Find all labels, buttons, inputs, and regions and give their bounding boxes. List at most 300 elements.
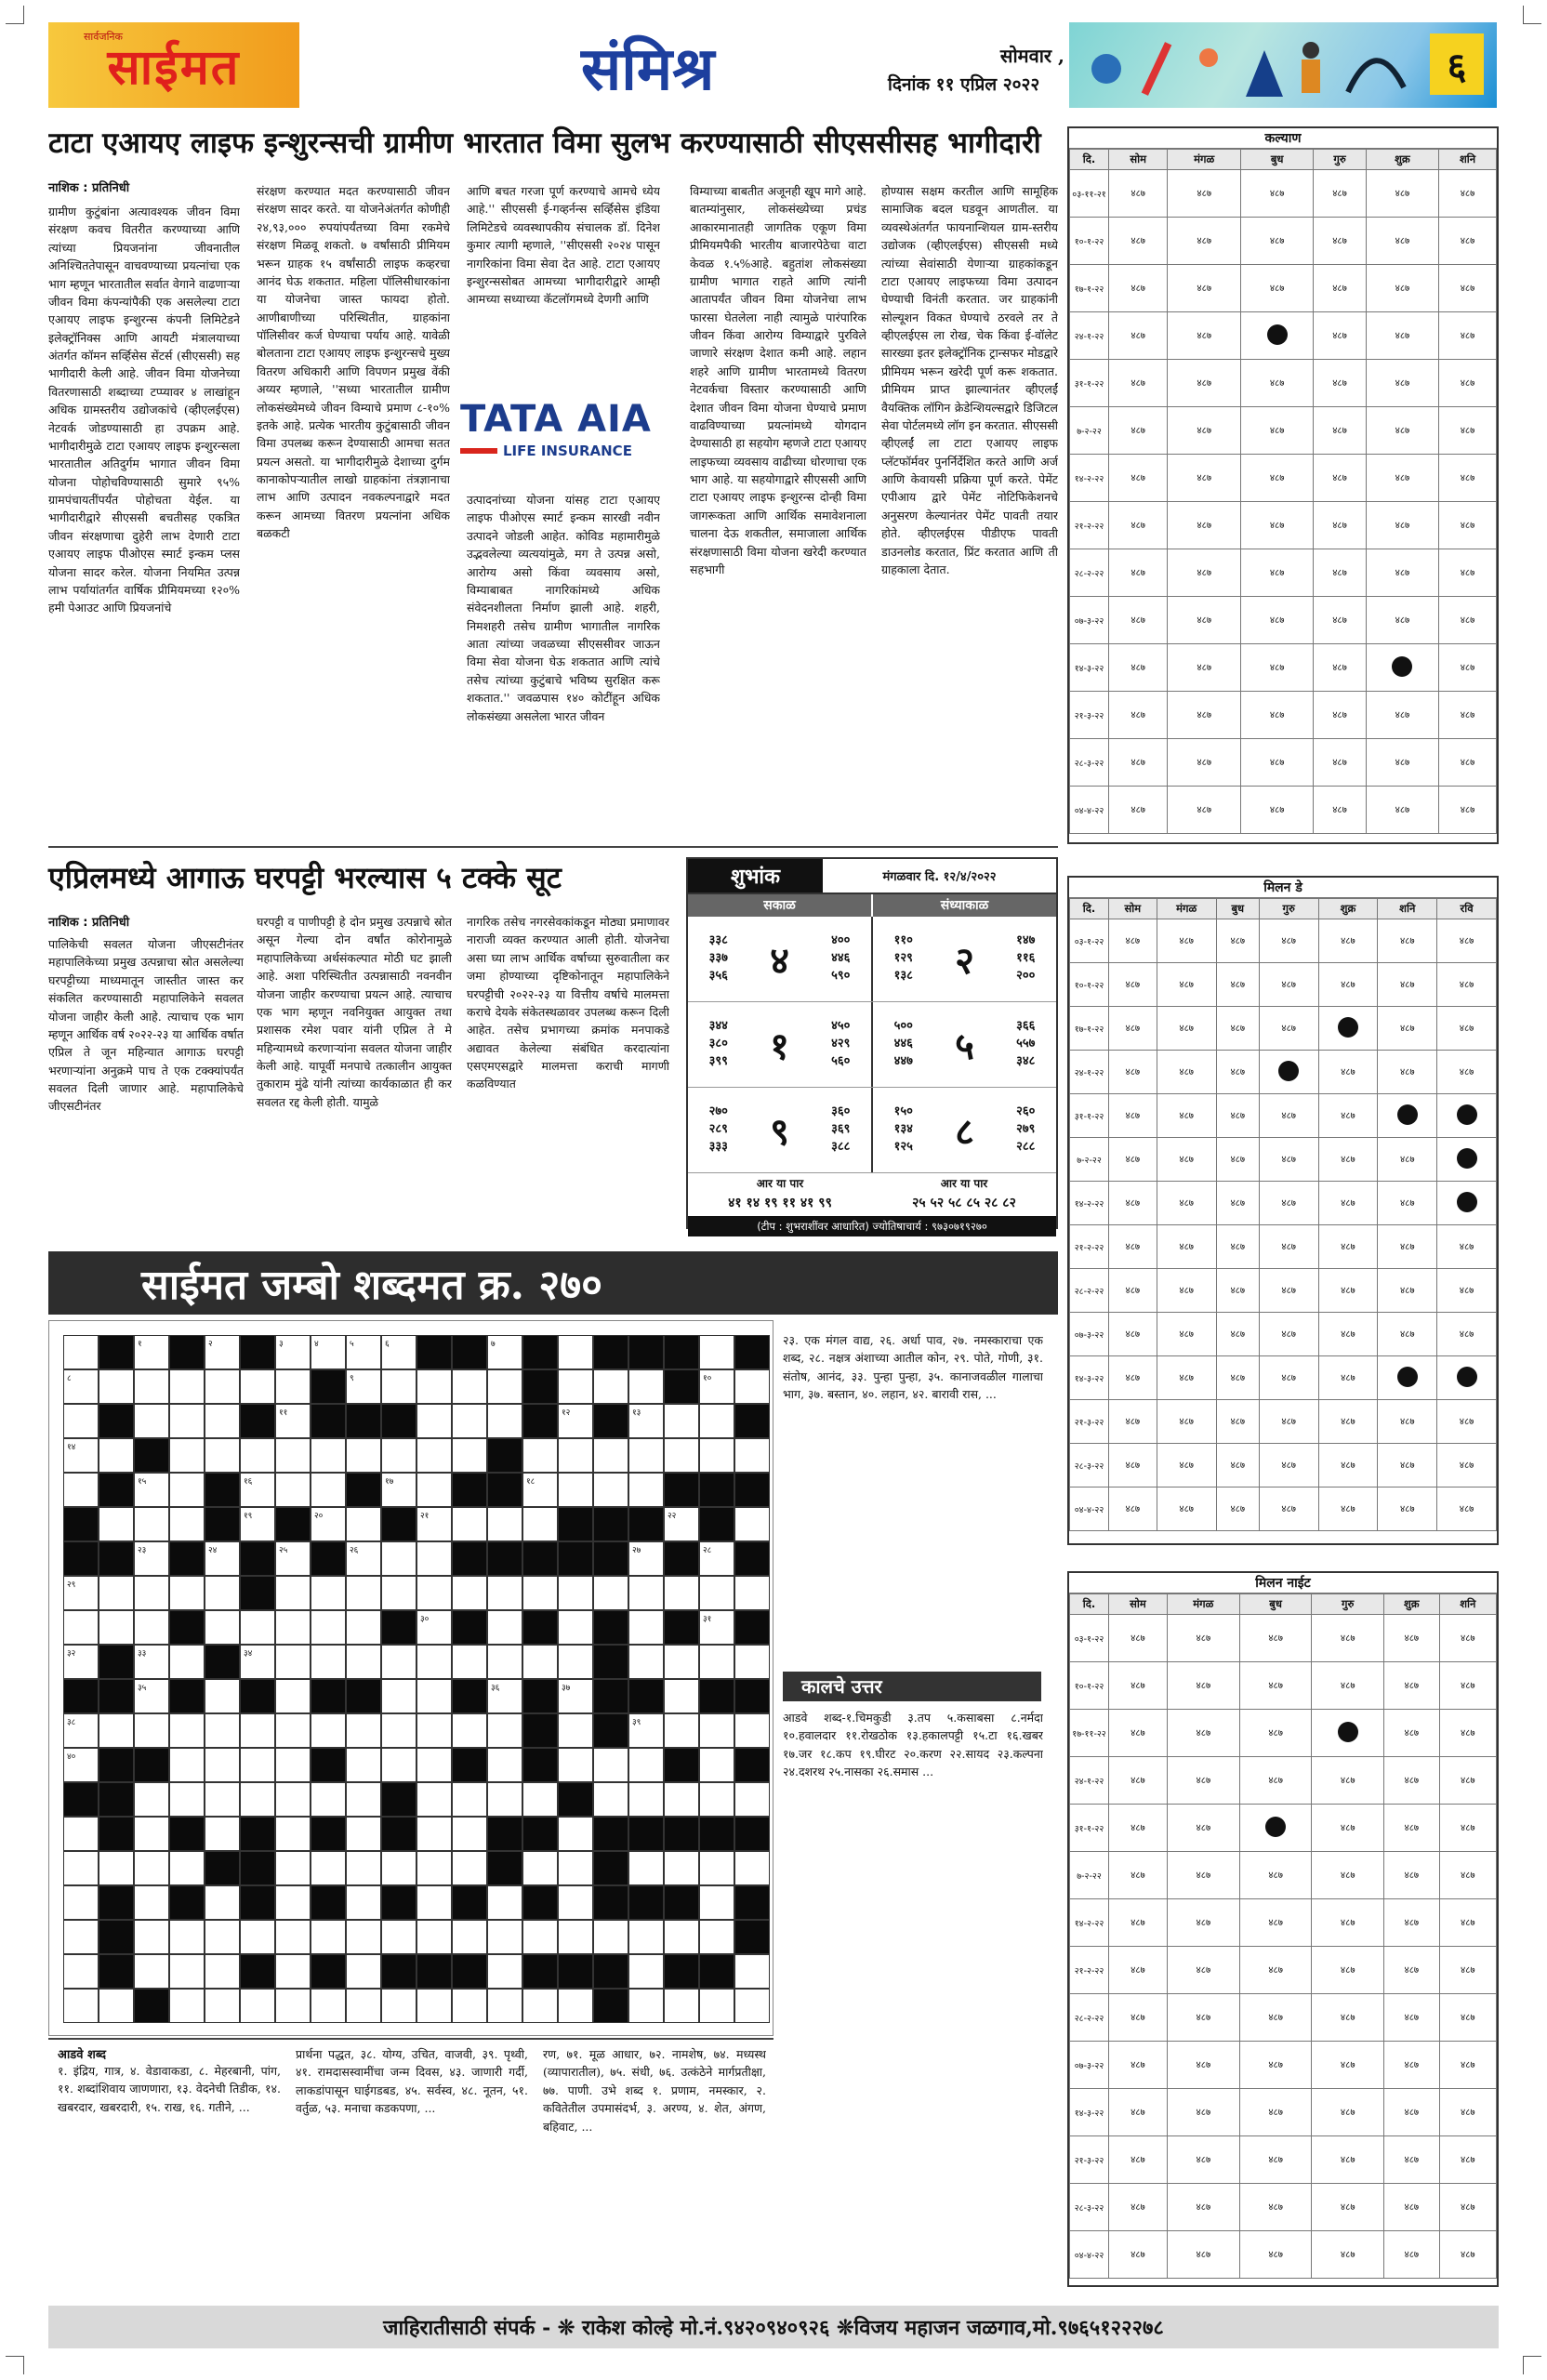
crossword-cell[interactable] [734, 1989, 770, 2023]
crossword-cell[interactable] [452, 1576, 487, 1610]
crossword-cell[interactable] [169, 1748, 205, 1782]
shubhank-row [688, 1002, 1056, 1088]
crossword-cell[interactable] [134, 1404, 169, 1438]
crossword-cell[interactable] [452, 1369, 487, 1404]
crossword-cell[interactable] [346, 1610, 381, 1645]
crossword-cell[interactable] [487, 1369, 522, 1404]
crossword-cell[interactable] [99, 1851, 134, 1885]
crossword-cell[interactable] [134, 1851, 169, 1885]
crossword-cell[interactable] [558, 1817, 593, 1851]
crossword-cell[interactable] [381, 1920, 416, 1954]
crossword-cell[interactable] [558, 1369, 593, 1404]
crossword-cell [593, 1507, 628, 1541]
crossword-cell[interactable] [416, 1473, 452, 1507]
shubhank-morning-cell [688, 1088, 873, 1172]
crossword-cell[interactable] [734, 1576, 770, 1610]
crossword-cell[interactable] [452, 1851, 487, 1885]
crossword-cell[interactable] [664, 1920, 699, 1954]
crossword-cell[interactable] [593, 1920, 628, 1954]
crossword-cell[interactable] [416, 1713, 452, 1748]
crossword-cell[interactable] [381, 1748, 416, 1782]
crossword-cell[interactable] [205, 1989, 240, 2023]
crossword-cell[interactable] [275, 1954, 311, 1989]
crossword-cell[interactable] [628, 1954, 664, 1989]
crossword-cell[interactable] [134, 1679, 169, 1713]
crossword-cell[interactable] [63, 1989, 99, 2023]
chart-value: ४८७ [1461, 1775, 1475, 1786]
crossword-cell[interactable] [240, 1748, 275, 1782]
crossword-cell[interactable] [628, 1576, 664, 1610]
crossword-cell[interactable] [628, 1782, 664, 1817]
crossword-cell[interactable] [558, 1679, 593, 1713]
crossword-cell[interactable] [452, 1782, 487, 1817]
chart-row [1070, 1400, 1497, 1444]
crossword-cell[interactable] [169, 1645, 205, 1679]
crossword-cell[interactable] [558, 1404, 593, 1438]
crossword-cell[interactable] [240, 1782, 275, 1817]
filled-circle-icon [1392, 656, 1412, 677]
crossword-cell[interactable] [558, 1748, 593, 1782]
crossword-cell[interactable] [205, 1817, 240, 1851]
crossword-cell[interactable] [416, 1748, 452, 1782]
crossword-cell[interactable] [699, 1713, 734, 1748]
crossword-cell[interactable] [628, 1369, 664, 1404]
crossword-cell[interactable] [522, 1576, 558, 1610]
crossword-cell[interactable] [664, 1507, 699, 1541]
crossword-cell[interactable] [275, 1404, 311, 1438]
crossword-cell[interactable] [134, 1920, 169, 1954]
crossword-cell[interactable] [275, 1920, 311, 1954]
crossword-cell[interactable] [558, 1610, 593, 1645]
crossword-cell[interactable] [63, 1851, 99, 1885]
crossword-cell[interactable] [664, 1438, 699, 1473]
crossword-cell[interactable] [593, 1748, 628, 1782]
crossword-cell[interactable] [487, 1748, 522, 1782]
crossword-cell[interactable] [99, 1610, 134, 1645]
crossword-cell[interactable] [664, 1645, 699, 1679]
crossword-cell[interactable] [699, 1610, 734, 1645]
crossword-cell[interactable] [558, 1645, 593, 1679]
crossword-cell[interactable] [381, 1369, 416, 1404]
crossword-cell[interactable] [452, 1507, 487, 1541]
crossword-cell[interactable] [63, 1954, 99, 1989]
crossword-cell[interactable] [522, 1920, 558, 1954]
crossword-cell[interactable] [275, 1369, 311, 1404]
crossword-cell[interactable] [240, 1610, 275, 1645]
crossword-cell[interactable] [416, 1404, 452, 1438]
shubhank-left-values [894, 932, 913, 985]
crossword-cell[interactable] [134, 1541, 169, 1576]
crossword-cell[interactable] [63, 1369, 99, 1404]
crossword-cell[interactable] [522, 1645, 558, 1679]
crossword-cell [522, 1369, 558, 1404]
crossword-cell[interactable] [346, 1369, 381, 1404]
crossword-cell[interactable] [522, 1438, 558, 1473]
crossword-cell[interactable] [275, 1713, 311, 1748]
crossword-cell[interactable] [487, 1610, 522, 1645]
crossword-cell[interactable] [275, 1679, 311, 1713]
crossword-cell[interactable] [416, 1507, 452, 1541]
crossword-cell[interactable] [346, 1713, 381, 1748]
crossword-cell[interactable] [346, 1335, 381, 1369]
crop-mark [1523, 2356, 1541, 2374]
crossword-cell[interactable] [275, 1817, 311, 1851]
crossword-cell[interactable] [205, 1748, 240, 1782]
crossword-cell[interactable] [664, 1851, 699, 1885]
crossword-cell[interactable] [311, 1335, 346, 1369]
crossword-cell[interactable] [699, 1920, 734, 1954]
crossword-cell[interactable] [169, 1851, 205, 1885]
crossword-cell[interactable] [522, 1473, 558, 1507]
crossword-cell[interactable] [628, 1748, 664, 1782]
crossword-cell[interactable] [628, 1989, 664, 2023]
crossword-cell[interactable] [452, 1645, 487, 1679]
crossword-cell[interactable] [346, 1989, 381, 2023]
crossword-cell[interactable] [346, 1507, 381, 1541]
crossword-cell[interactable] [346, 1576, 381, 1610]
crossword-cell[interactable] [275, 1748, 311, 1782]
crossword-cell[interactable] [381, 1473, 416, 1507]
crossword-cell[interactable] [522, 1851, 558, 1885]
shubhank-value: ४०० [831, 933, 851, 948]
crossword-cell[interactable] [381, 1576, 416, 1610]
crossword-cell[interactable] [558, 1438, 593, 1473]
crossword-cell[interactable] [487, 1989, 522, 2023]
crossword-cell[interactable] [169, 1438, 205, 1473]
crossword-cell[interactable] [134, 1713, 169, 1748]
crossword-cell[interactable] [275, 1335, 311, 1369]
crossword-cell[interactable] [699, 1576, 734, 1610]
crossword-cell[interactable] [311, 1610, 346, 1645]
chart-date-cell: २८-२-२२ [1070, 549, 1109, 597]
chart-value: ४८७ [1197, 615, 1212, 626]
shubhank-lucky-number: ४ [770, 939, 789, 983]
crossword-cell[interactable] [205, 1920, 240, 1954]
crossword-cell[interactable] [99, 1507, 134, 1541]
chart-value: ४८७ [1179, 1154, 1195, 1165]
chart-value: ४८७ [1395, 757, 1410, 768]
crossword-cell[interactable] [452, 1920, 487, 1954]
crossword-cell[interactable] [381, 1335, 416, 1369]
crossword-cell[interactable] [63, 1713, 99, 1748]
crossword-cell[interactable] [63, 1438, 99, 1473]
crossword-cell[interactable] [487, 1954, 522, 1989]
crossword-cell[interactable] [169, 1782, 205, 1817]
crossword-cell[interactable] [699, 1782, 734, 1817]
crossword-cell[interactable] [734, 1369, 770, 1404]
crossword-cell[interactable] [99, 1438, 134, 1473]
crossword-cell[interactable] [169, 1920, 205, 1954]
crossword-cell[interactable] [311, 1438, 346, 1473]
crossword-cell[interactable] [311, 1576, 346, 1610]
chart-value-cell [1312, 2042, 1384, 2089]
crossword-cell[interactable] [558, 1473, 593, 1507]
crossword-cell[interactable] [134, 1782, 169, 1817]
crossword-cell[interactable] [487, 1885, 522, 1920]
chart-value-cell [1259, 1356, 1318, 1400]
crossword-cell[interactable] [664, 1576, 699, 1610]
crossword-cell[interactable] [205, 1954, 240, 1989]
crossword-cell[interactable] [134, 1817, 169, 1851]
crossword-cell[interactable] [699, 1989, 734, 2023]
crossword-cell[interactable] [452, 1817, 487, 1851]
section-title: संमिश्र [581, 34, 715, 104]
crossword-cell[interactable] [134, 1369, 169, 1404]
crossword-cell[interactable] [734, 1645, 770, 1679]
crossword-cell[interactable] [311, 1473, 346, 1507]
crossword-cell[interactable] [311, 1713, 346, 1748]
crossword-cell[interactable] [487, 1645, 522, 1679]
crossword-cell[interactable] [628, 1610, 664, 1645]
crossword-cell[interactable] [134, 1954, 169, 1989]
crossword-cell[interactable] [487, 1507, 522, 1541]
crossword-cell[interactable] [63, 1576, 99, 1610]
crossword-cell[interactable] [381, 1989, 416, 2023]
crossword-cell[interactable] [628, 1920, 664, 1954]
crossword-cell[interactable] [169, 1713, 205, 1748]
crossword-cell[interactable] [346, 1438, 381, 1473]
crossword-cell[interactable] [169, 1954, 205, 1989]
crossword-cell[interactable] [699, 1404, 734, 1438]
crossword-cell[interactable] [240, 1989, 275, 2023]
crossword-cell[interactable] [593, 1782, 628, 1817]
crossword-cell[interactable] [63, 1610, 99, 1645]
crossword-cell[interactable] [558, 1851, 593, 1885]
crossword-cell[interactable] [205, 1679, 240, 1713]
crossword-cell[interactable] [628, 1851, 664, 1885]
crossword-cell[interactable] [699, 1645, 734, 1679]
crossword-cell[interactable] [699, 1748, 734, 1782]
crossword-cell[interactable] [628, 1473, 664, 1507]
crossword-cell[interactable] [416, 1989, 452, 2023]
crossword-cell[interactable] [205, 1335, 240, 1369]
tata-aia-logo-subtext: LIFE INSURANCE [503, 443, 632, 459]
crossword-cell[interactable] [169, 1576, 205, 1610]
crossword-cell[interactable] [346, 1920, 381, 1954]
crossword-cell[interactable] [311, 1782, 346, 1817]
crossword-cell[interactable] [311, 1507, 346, 1541]
crossword-cell[interactable] [63, 1920, 99, 1954]
crossword-clue-number: ३ [279, 1340, 284, 1349]
crossword-cell[interactable] [381, 1679, 416, 1713]
crossword-cell[interactable] [487, 1404, 522, 1438]
crossword-cell[interactable] [240, 1645, 275, 1679]
crossword-cell[interactable] [699, 1541, 734, 1576]
crossword-cell[interactable] [99, 1369, 134, 1404]
crossword-cell[interactable] [134, 1335, 169, 1369]
crossword-cell[interactable] [240, 1920, 275, 1954]
crossword-cell[interactable] [452, 1438, 487, 1473]
chart-value-cell [1439, 1852, 1496, 1899]
crossword-cell[interactable] [346, 1851, 381, 1885]
crossword-cell[interactable] [487, 1920, 522, 1954]
crossword-cell[interactable] [99, 1576, 134, 1610]
crossword-cell[interactable] [452, 1404, 487, 1438]
crossword-cell[interactable] [699, 1438, 734, 1473]
crossword-cell[interactable] [628, 1438, 664, 1473]
crossword-cell[interactable] [346, 1954, 381, 1989]
crossword-cell[interactable] [416, 1369, 452, 1404]
crossword-cell[interactable] [416, 1782, 452, 1817]
crossword-cell[interactable] [628, 1713, 664, 1748]
crossword-cell[interactable] [63, 1404, 99, 1438]
crossword-cell[interactable] [416, 1576, 452, 1610]
crossword-cell[interactable] [487, 1782, 522, 1817]
crossword-cell[interactable] [275, 1610, 311, 1645]
crossword-cell[interactable] [558, 1989, 593, 2023]
crossword-cell[interactable] [205, 1713, 240, 1748]
crossword-cell[interactable] [346, 1817, 381, 1851]
crossword-cell[interactable] [699, 1885, 734, 1920]
crossword-cell[interactable] [699, 1851, 734, 1885]
crossword-cell[interactable] [169, 1404, 205, 1438]
crossword-cell[interactable] [558, 1713, 593, 1748]
crossword-cell[interactable] [734, 1851, 770, 1885]
crossword-cell[interactable] [593, 1369, 628, 1404]
crossword-cell[interactable] [169, 1473, 205, 1507]
crossword-cell[interactable] [275, 1989, 311, 2023]
crossword-cell[interactable] [205, 1541, 240, 1576]
crossword-cell[interactable] [134, 1473, 169, 1507]
crossword-cell[interactable] [346, 1782, 381, 1817]
crossword-cell[interactable] [381, 1645, 416, 1679]
crossword-cell[interactable] [311, 1989, 346, 2023]
chart-date-cell: २८-३-२२ [1070, 1444, 1109, 1488]
crossword-cell[interactable] [134, 1576, 169, 1610]
crossword-cell[interactable] [275, 1851, 311, 1885]
crossword-cell[interactable] [63, 1645, 99, 1679]
crossword-cell[interactable] [205, 1782, 240, 1817]
crossword-cell[interactable] [275, 1782, 311, 1817]
crossword-cell[interactable] [487, 1679, 522, 1713]
crossword-cell[interactable] [63, 1885, 99, 1920]
crossword-cell[interactable] [664, 1679, 699, 1713]
crossword-cell[interactable] [275, 1576, 311, 1610]
crossword-cell[interactable] [416, 1610, 452, 1645]
crossword-cell[interactable] [205, 1438, 240, 1473]
crossword-cell[interactable] [275, 1438, 311, 1473]
crossword-cell[interactable] [522, 1989, 558, 2023]
crossword-cell[interactable] [63, 1748, 99, 1782]
crossword-cell[interactable] [169, 1989, 205, 2023]
article1-column-5: होण्यास सक्षम करतील आणि सामूहिक सामाजिक बदल घडवून आणतील. या व्यवस्थेअंतर्गत फायनान्शियल ग्राम-स्तरीय उद्योजक (व्हीएलईएस) सीएससी मध्ये त्यांच्या सेवांसाठी येणाऱ्या ग्राहकांकडून टाटा एआयए लाइफच्या विमा उत्पादन घेण्याची विनंती करतात. जर ग्राहकांनी सोल्यूशन विकत घेण्याचे ठरवले तर ते व्हीएलईएस ला रोख, चेक किंवा ई-वॉलेट सारख्या इतर इलेक्ट्रॉनिक ट्रान्सफर मोडद्वारे प्रीमियम भरून खरेदी पूर्ण करू शकतात. प्रीमियम प्राप्त झाल्यानंतर व्हीएलईं वैयक्तिक लॉगिन क्रेडेन्शियल्सद्वारे डिजिटल सेवा पोर्टलमध्ये लॉग इन करतात. सीएससी व्हीएलईं ला टाटा एआयए लाइफ प्लॅटफॉर्मवर पुनर्निर्देशित करते आणि अर्ज आणि केवायसी प्रक्रिया पूर्ण करते. पेमेंट एपीआय द्वारे पेमेंट नोटिफिकेशनचे अनुसरण केल्यानंतर पेमेंट पावती तयार होते. व्हीएलईएस पीडीएफ पावती डाउनलोड करतात, प्रिंट करतात आणि ती ग्राहकाला देतात. [881, 184, 1058, 576]
crossword-cell[interactable] [63, 1817, 99, 1851]
crossword-cell[interactable] [311, 1920, 346, 1954]
crossword-cell[interactable] [381, 1851, 416, 1885]
crossword-cell[interactable] [558, 1885, 593, 1920]
crossword-cell[interactable] [134, 1885, 169, 1920]
crossword-cell[interactable] [134, 1507, 169, 1541]
crossword-cell[interactable] [452, 1989, 487, 2023]
crossword-cell[interactable] [699, 1369, 734, 1404]
chart-value: ४८७ [1281, 1241, 1296, 1252]
crossword-cell[interactable] [275, 1473, 311, 1507]
crossword-cell[interactable] [734, 1438, 770, 1473]
crossword-cell[interactable] [664, 1404, 699, 1438]
crossword-cell[interactable] [734, 1507, 770, 1541]
crossword-cell[interactable] [205, 1404, 240, 1438]
crossword-cell[interactable] [240, 1713, 275, 1748]
crossword-cell[interactable] [346, 1885, 381, 1920]
crossword-cell[interactable] [99, 1989, 134, 2023]
crossword-cell[interactable] [275, 1885, 311, 1920]
crossword-cell[interactable] [487, 1576, 522, 1610]
crossword-cell[interactable] [628, 1645, 664, 1679]
crossword-cell[interactable] [522, 1507, 558, 1541]
crossword-cell[interactable] [240, 1369, 275, 1404]
crossword-cell[interactable] [452, 1713, 487, 1748]
crossword-cell[interactable] [558, 1920, 593, 1954]
crossword-cell[interactable] [311, 1645, 346, 1679]
crossword-cell[interactable] [205, 1885, 240, 1920]
crossword-cell[interactable] [63, 1473, 99, 1507]
crossword-cell[interactable] [628, 1541, 664, 1576]
crossword-cell[interactable] [169, 1507, 205, 1541]
crossword-cell[interactable] [240, 1473, 275, 1507]
crossword-cell[interactable] [275, 1645, 311, 1679]
crossword-cell[interactable] [99, 1713, 134, 1748]
crossword-cell[interactable] [240, 1438, 275, 1473]
crossword-cell[interactable] [734, 1954, 770, 1989]
crossword-cell[interactable] [734, 1782, 770, 1817]
crossword-cell[interactable] [522, 1782, 558, 1817]
crossword-cell[interactable] [628, 1404, 664, 1438]
crossword-cell[interactable] [134, 1610, 169, 1645]
crossword-cell[interactable] [381, 1438, 416, 1473]
crossword-cell[interactable] [664, 1713, 699, 1748]
crossword-cell[interactable] [416, 1920, 452, 1954]
chart-value: ४८७ [1197, 472, 1212, 483]
chart-value: ४८७ [1281, 979, 1296, 990]
crossword-cell[interactable] [664, 1782, 699, 1817]
chart-value-cell [1157, 1269, 1216, 1313]
crossword-cell[interactable] [487, 1335, 522, 1369]
crossword-cell[interactable] [593, 1576, 628, 1610]
crossword-cell[interactable] [205, 1576, 240, 1610]
crossword-cell[interactable] [416, 1851, 452, 1885]
crossword-cell[interactable] [346, 1645, 381, 1679]
crossword-cell[interactable] [311, 1851, 346, 1885]
crossword-cell[interactable] [593, 1473, 628, 1507]
crossword-cell[interactable] [63, 1335, 99, 1369]
crossword-cell[interactable] [205, 1610, 240, 1645]
crossword-cell[interactable] [134, 1645, 169, 1679]
crossword-cell[interactable] [346, 1748, 381, 1782]
crossword-cell[interactable] [416, 1679, 452, 1713]
crossword-cell[interactable] [416, 1817, 452, 1851]
crossword-cell[interactable] [416, 1438, 452, 1473]
crossword-cell[interactable] [487, 1713, 522, 1748]
crossword-cell[interactable] [346, 1541, 381, 1576]
crossword-cell[interactable] [240, 1507, 275, 1541]
chart-value: ४८७ [1125, 1503, 1141, 1514]
crossword-cell[interactable] [558, 1576, 593, 1610]
crossword-cell[interactable] [381, 1541, 416, 1576]
crossword-cell[interactable] [664, 1989, 699, 2023]
crossword-cell[interactable] [416, 1885, 452, 1920]
crossword-cell[interactable] [699, 1335, 734, 1369]
crossword-cell[interactable] [734, 1713, 770, 1748]
crossword-cell[interactable] [205, 1369, 240, 1404]
crossword-cell[interactable] [169, 1369, 205, 1404]
crossword-cell[interactable] [558, 1335, 593, 1369]
crossword-cell[interactable] [416, 1645, 452, 1679]
crossword-cell[interactable] [593, 1438, 628, 1473]
crossword-cell[interactable] [275, 1541, 311, 1576]
chart-value-cell [1384, 2231, 1440, 2279]
crossword-cell[interactable] [416, 1541, 452, 1576]
crossword-cell[interactable] [381, 1713, 416, 1748]
